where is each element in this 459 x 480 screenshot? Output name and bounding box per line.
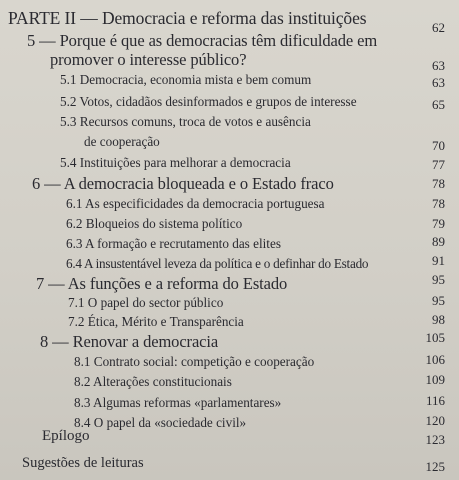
section-7-1-page-number: 95: [432, 293, 445, 308]
section-5-4-page-number: 77: [432, 157, 445, 172]
chapter-5-title-line1: 5 — Porque é que as democracias têm dificuldade em: [27, 31, 378, 50]
chapter-6-page-number: 78: [432, 176, 445, 191]
section-8-3-page-number: 116: [425, 393, 445, 408]
section-7-2-page-number: 98: [432, 312, 445, 327]
chapter-5-page-number: 63: [432, 58, 445, 73]
section-6-4-page-number: 91: [432, 253, 445, 268]
epilogue-title: Epílogo: [42, 428, 90, 444]
section-6-2-page-number: 79: [432, 216, 445, 231]
section-8-4-title: 8.4 O papel da «sociedade civil»: [74, 415, 247, 430]
chapter-8-title: 8 — Renovar a democracia: [40, 332, 219, 351]
section-6-3-title: 6.3 A formação e recrutamento das elites: [66, 236, 281, 251]
section-8-1-title: 8.1 Contrato social: competição e cooperação: [74, 354, 315, 369]
section-6-3-page-number: 89: [432, 234, 445, 249]
section-5-2-title: 5.2 Votos, cidadãos desinformados e grupos de interesse: [60, 94, 357, 109]
part-title: PARTE II — Democracia e reforma das instituições: [8, 8, 367, 28]
section-6-2-title: 6.2 Bloqueios do sistema político: [66, 216, 243, 231]
chapter-5-title-line2: promover o interesse público?: [50, 50, 247, 69]
section-5-3-title-line1: 5.3 Recursos comuns, troca de votos e ausência: [60, 114, 311, 129]
epilogue-page-number: 123: [425, 432, 445, 447]
chapter-7-title: 7 — As funções e a reforma do Estado: [36, 274, 288, 293]
section-5-3-title-line2: de cooperação: [84, 134, 160, 149]
chapter-7-page-number: 95: [432, 272, 445, 287]
section-5-1-title: 5.1 Democracia, economia mista e bem comum: [60, 72, 312, 87]
section-8-2-title: 8.2 Alterações constitucionais: [74, 374, 232, 389]
part-page-number: 62: [432, 20, 445, 35]
section-8-4-page-number: 120: [425, 413, 445, 428]
section-6-4-title: 6.4 A insustentável leveza da política e o definhar do Estado: [66, 256, 369, 271]
section-6-1-page-number: 78: [432, 196, 445, 211]
section-8-3-title: 8.3 Algumas reformas «parlamentares»: [74, 395, 282, 410]
section-8-1-page-number: 106: [425, 352, 445, 367]
suggestions-page-number: 125: [425, 459, 445, 474]
section-7-2-title: 7.2 Ética, Mérito e Transparência: [68, 314, 244, 329]
section-6-1-title: 6.1 As especificidades da democracia portuguesa: [66, 196, 325, 211]
section-7-1-title: 7.1 O papel do sector público: [68, 295, 224, 310]
chapter-8-page-number: 105: [425, 330, 445, 345]
suggestions-title: Sugestões de leituras: [22, 455, 144, 471]
section-5-2-page-number: 65: [432, 97, 445, 112]
section-5-3-page-number: 70: [432, 138, 445, 153]
section-8-2-page-number: 109: [425, 372, 445, 387]
chapter-6-title: 6 — A democracia bloqueada e o Estado fraco: [32, 174, 334, 193]
section-5-1-page-number: 63: [432, 75, 445, 90]
section-5-4-title: 5.4 Instituições para melhorar a democracia: [60, 155, 291, 170]
